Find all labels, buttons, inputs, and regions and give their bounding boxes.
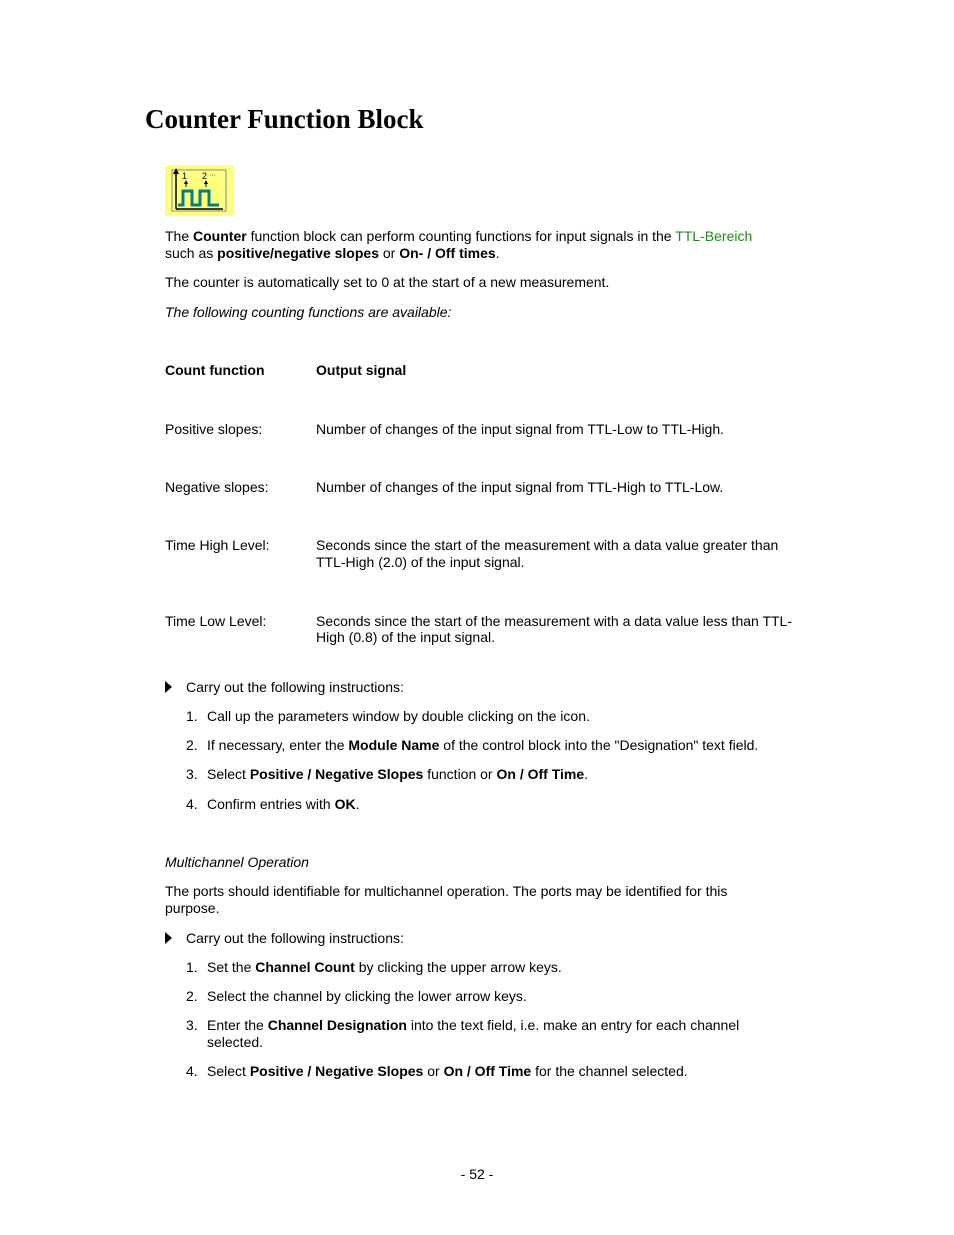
list-item: 4. Confirm entries with OK. [186, 796, 360, 812]
reset-note: The counter is automatically set to 0 at the start of a new measurement. [165, 274, 610, 290]
triangle-bullet-icon [165, 681, 172, 693]
available-note: The following counting functions are available: [165, 304, 452, 320]
multichannel-paragraph: The ports should identifiable for multichannel operation. The ports may be identified for this purpose. [165, 883, 728, 916]
table-row-desc: Seconds since the start of the measurement with a data value less than TTL- [316, 613, 792, 629]
table-header-count-function: Count function [165, 362, 265, 378]
table-row-desc: Seconds since the start of the measurement with a data value greater than [316, 537, 779, 553]
table-row-desc: Number of changes of the input signal from TTL-Low to TTL-High. [316, 421, 725, 437]
table-row-name: Time Low Level: [165, 613, 267, 629]
instructions-lead: Carry out the following instructions: [165, 930, 404, 947]
page-number: - 52 - [460, 1166, 494, 1182]
ttl-bereich-link[interactable]: TTL-Bereich [675, 228, 753, 244]
triangle-bullet-icon [165, 932, 172, 944]
svg-text:2: 2 [202, 171, 208, 181]
table-row-desc-cont: High (0.8) of the input signal. [316, 629, 495, 645]
page-title: Counter Function Block [145, 104, 424, 134]
table-row-name: Negative slopes: [165, 479, 269, 495]
table-row-desc: Number of changes of the input signal from TTL-High to TTL-Low. [316, 479, 724, 495]
list-item: 2. If necessary, enter the Module Name of the control block into the "Designation" text field. [186, 737, 759, 753]
multichannel-heading: Multichannel Operation [165, 854, 309, 870]
table-row-desc-cont: TTL-High (2.0) of the input signal. [316, 554, 525, 570]
list-item: 1. Call up the parameters window by double clicking on the icon. [186, 708, 590, 724]
list-item: 3. Enter the Channel Designation into the text field, i.e. make an entry for each channel [186, 1017, 740, 1033]
table-row-name: Time High Level: [165, 537, 270, 553]
list-item: 1. Set the Channel Count by clicking the upper arrow keys. [186, 959, 562, 975]
instructions-lead: Carry out the following instructions: [165, 679, 404, 696]
counter-signal-icon [165, 165, 234, 216]
list-item: 4. Select Positive / Negative Slopes or On / Off Time for the channel selected. [186, 1063, 688, 1079]
svg-text:1: 1 [182, 171, 188, 181]
list-item-cont: selected. [207, 1034, 264, 1050]
list-item: 3. Select Positive / Negative Slopes function or On / Off Time. [186, 766, 589, 782]
table-header-output-signal: Output signal [316, 362, 407, 378]
list-item: 2. Select the channel by clicking the lower arrow keys. [186, 988, 527, 1004]
table-row-name: Positive slopes: [165, 421, 263, 437]
intro-paragraph: The Counter function block can perform counting functions for input signals in the TTL-Bereich such as positive/negative slopes or On- / Off times. [165, 228, 753, 261]
counter-block-icon[interactable] [165, 165, 234, 216]
svg-text:···: ··· [209, 172, 216, 179]
